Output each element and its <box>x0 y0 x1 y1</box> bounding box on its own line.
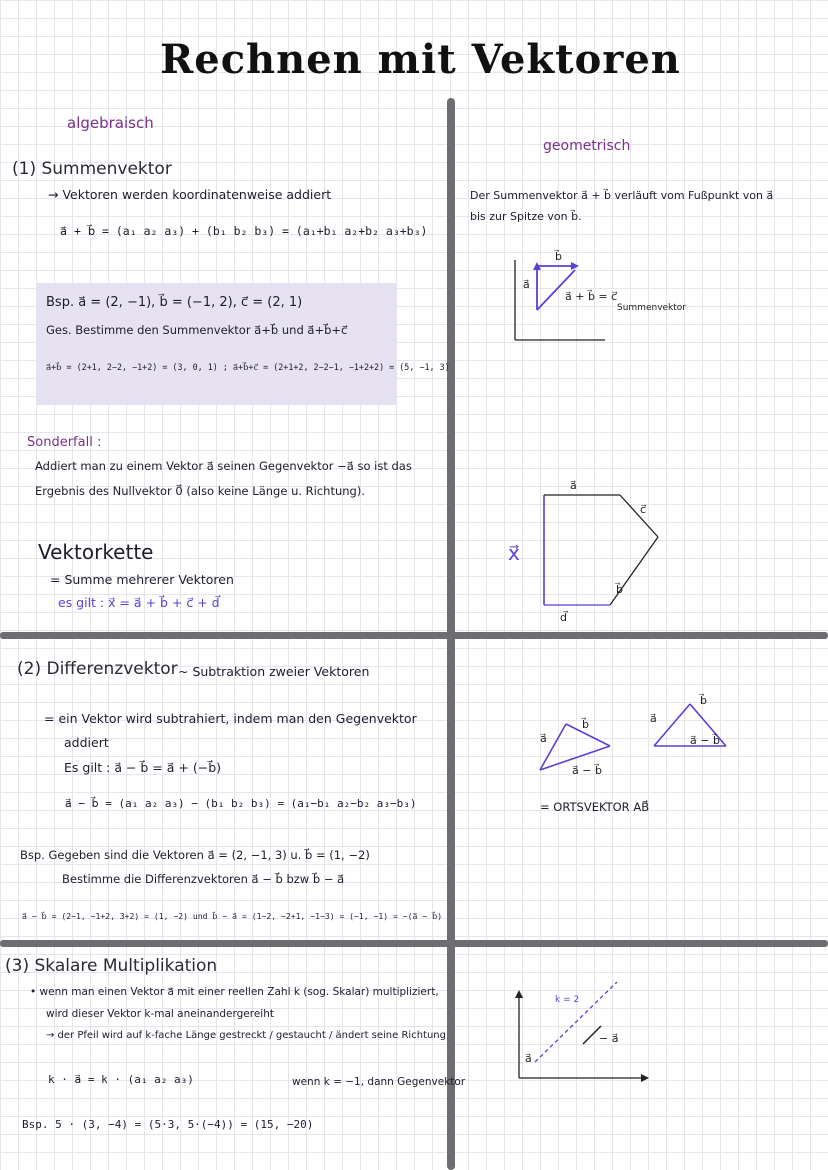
vector-chain-heading: Vektorkette <box>38 540 154 564</box>
section-1-formula: a⃗ + b⃗ = (a₁ a₂ a₃) + (b₁ b₂ b₃) = (a₁+b₁ a₂+b₂ a₃+b₃) <box>60 224 428 238</box>
vector-ka-arrow <box>535 982 617 1062</box>
section-3-note: wenn k = −1, dann Gegenvektor <box>292 1076 466 1088</box>
horizontal-divider-2 <box>0 940 828 947</box>
vector-chain-definition: = Summe mehrerer Vektoren <box>50 572 234 587</box>
label-a: a⃗ <box>570 479 577 492</box>
vector-a2-arrow <box>654 704 690 746</box>
section-2-def-1: = ein Vektor wird subtrahiert, indem man den Gegenvektor <box>44 711 417 726</box>
label-x: x⃗ <box>508 541 520 565</box>
left-column-header: algebraisch <box>67 114 154 132</box>
label-amb: a⃗ − b⃗ <box>572 764 602 777</box>
page-title: Rechnen mit Vektoren <box>160 36 681 83</box>
label-b: b⃗ <box>616 583 623 596</box>
section-2-heading: (2) Differenzvektor <box>17 659 178 679</box>
special-case-line-1: Addiert man zu einem Vektor a⃗ seinen Gegenvektor −a⃗ so ist das <box>35 459 412 473</box>
section-2-formula: a⃗ − b⃗ = (a₁ a₂ a₃) − (b₁ b₂ b₃) = (a₁−b₁ a₂−b₂ a₃−b₃) <box>65 797 417 810</box>
section-1-example-task: Ges. Bestimme den Summenvektor a⃗+b⃗ und a⃗+b⃗+c⃗ <box>46 323 348 337</box>
difference-vector-diagram <box>520 690 760 780</box>
label-summenvektor: Summenvektor <box>617 303 687 313</box>
vector-chain-rule-text: es gilt : x⃗ = a⃗ + b⃗ + c⃗ + d⃗ <box>58 595 220 610</box>
section-2-example-2: Bestimme die Differenzvektoren a⃗ − b⃗ bzw b⃗ − a⃗ <box>62 872 345 886</box>
section-3-formula: k · a⃗ = k · (a₁ a₂ a₃) <box>48 1073 194 1086</box>
label-a: a⃗ <box>540 732 547 745</box>
scalar-multiplication-diagram <box>505 970 665 1085</box>
label-c: c⃗ <box>640 503 647 516</box>
label-d: d⃗ <box>560 611 567 624</box>
label-a: a⃗ <box>523 278 530 291</box>
section-3-heading: (3) Skalare Multiplikation <box>5 956 218 976</box>
section-1-heading: (1) Summenvektor <box>12 159 172 179</box>
label-b: b⃗ <box>555 250 562 263</box>
label-b: b⃗ <box>582 718 589 731</box>
special-case-line-2: Ergebnis des Nullvektor 0⃗ (also keine Länge u. Richtung). <box>35 484 365 498</box>
section-2-example-1: Bsp. Gegeben sind die Vektoren a⃗ = (2, −1, 3) u. b⃗ = (1, −2) <box>20 848 370 862</box>
section-2-subheading: ~ Subtraktion zweier Vektoren <box>178 664 370 679</box>
label-a: a⃗ <box>525 1052 532 1065</box>
section-2-def-2: addiert <box>64 735 109 750</box>
section-1-example-result: a⃗+b⃗ = (2+1, 2−2, −1+2) = (3, 0, 1) ; a⃗+b⃗+c⃗ = (2+1+2, 2−2−1, −1+2+2) = (5, −1, 3) <box>46 362 450 372</box>
label-b2: b⃗ <box>700 694 707 707</box>
section-1-rule: → Vektoren werden koordinatenweise addiert <box>48 187 332 202</box>
arrowhead <box>571 262 579 270</box>
vector-c-arrow <box>620 495 658 537</box>
special-case-heading: Sonderfall : <box>27 435 102 450</box>
section-2-rule <box>64 760 221 775</box>
arrowhead <box>641 1074 649 1082</box>
arrowhead <box>515 990 523 998</box>
section-2-rule-text: Es gilt : a⃗ − b⃗ = a⃗ + (−b⃗) <box>64 760 222 775</box>
label-sum: a⃗ + b⃗ = c⃗ <box>565 290 618 303</box>
label-neg-a: − a⃗ <box>599 1032 619 1045</box>
section-3-example: Bsp. 5 · (3, −4) = (5·3, 5·(−4)) = (15, −20) <box>22 1118 314 1131</box>
vector-chain-diagram <box>500 475 680 625</box>
label-a2: a⃗ <box>650 712 657 725</box>
horizontal-divider-1 <box>0 632 828 639</box>
section-1-example-given: Bsp. a⃗ = (2, −1), b⃗ = (−1, 2), c⃗ = (2, 1) <box>46 295 303 310</box>
section-2-example-3: a⃗ − b⃗ = (2−1, −1+2, 3+2) = (1, −2) und b⃗ − a⃗ = (1−2, −2+1, −1−3) = (−1, −1) = −(a⃗ − b⃗) <box>22 911 443 921</box>
label-amb2: a⃗ − b⃗ <box>690 734 720 747</box>
geo-sum-text-2: bis zur Spitze von b⃗. <box>470 210 582 223</box>
ortsvektor-label: = ORTSVEKTOR AB⃗ <box>540 800 650 814</box>
section-3-line-2: wird dieser Vektor k-mal aneinandergereiht <box>46 1008 274 1020</box>
right-column-header: geometrisch <box>543 138 631 154</box>
vector-chain-rule <box>58 595 220 610</box>
section-3-line-1: • wenn man einen Vektor a⃗ mit einer reellen Zahl k (sog. Skalar) multipliziert, <box>30 986 439 998</box>
label-k: k = 2 <box>555 995 580 1005</box>
sum-vector-diagram <box>505 248 735 348</box>
geo-sum-text-1: Der Summenvektor a⃗ + b⃗ verläuft vom Fußpunkt von a⃗ <box>470 189 774 202</box>
section-3-line-3: → der Pfeil wird auf k-fache Länge gestreckt / gestaucht / ändert seine Richtung <box>46 1030 446 1041</box>
